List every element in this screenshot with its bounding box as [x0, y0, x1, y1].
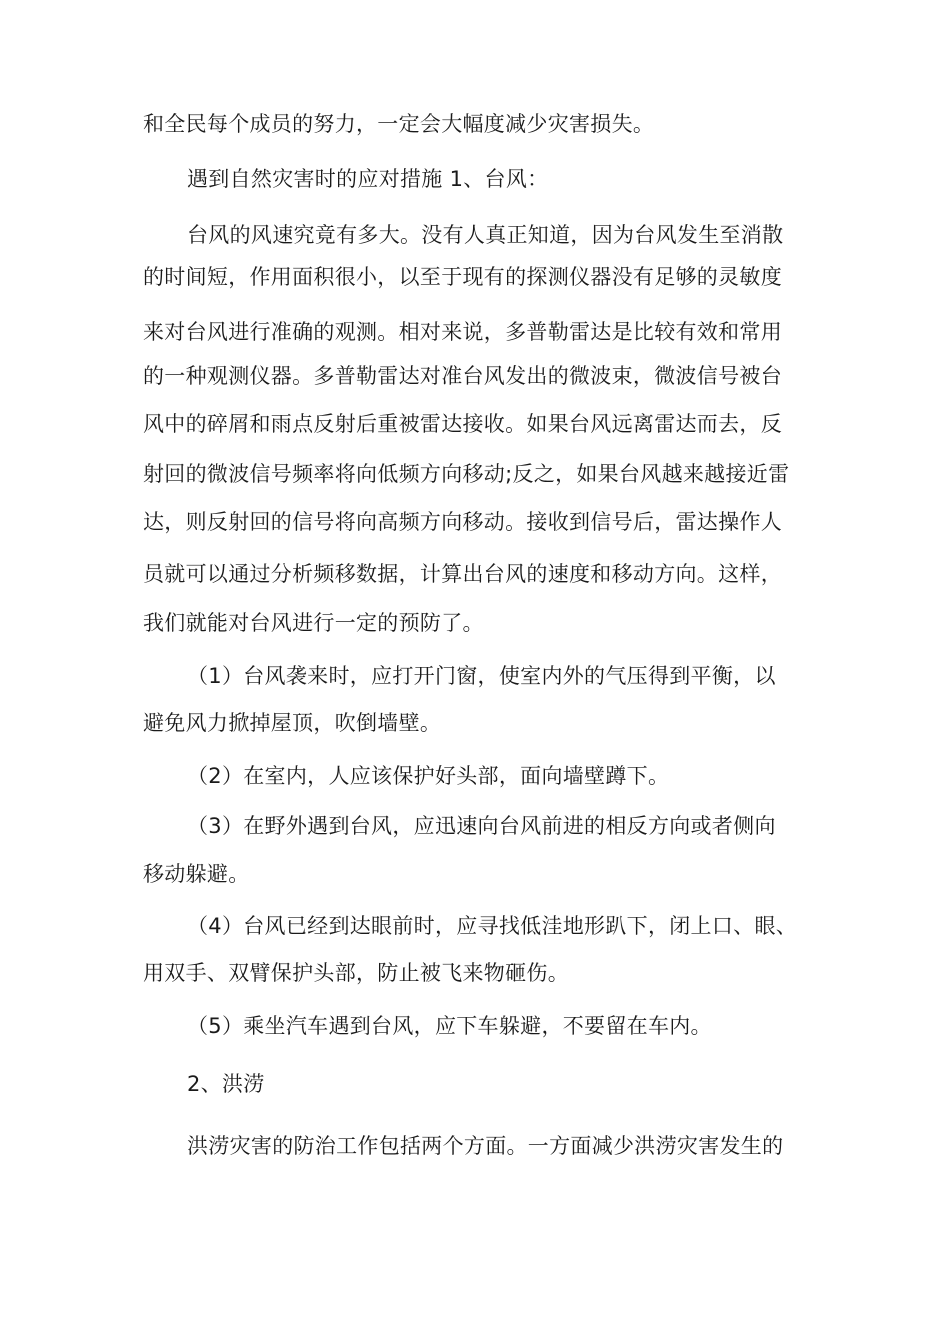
text-line: 台风的风速究竟有多大。没有人真正知道，因为台风发生至消散	[187, 223, 784, 247]
text-line: 我们就能对台风进行一定的预防了。	[143, 611, 484, 635]
text-line: 洪涝灾害的防治工作包括两个方面。一方面减少洪涝灾害发生的	[187, 1134, 784, 1158]
text-line: 来对台风进行准确的观测。相对来说，多普勒雷达是比较有效和常用	[143, 320, 782, 344]
text-line: 用双手、双臂保护头部，防止被飞来物砸伤。	[143, 961, 569, 985]
text-line: 风中的碎屑和雨点反射后重被雷达接收。如果台风远离雷达而去，反	[143, 412, 782, 436]
text-line: 的一种观测仪器。多普勒雷达对准台风发出的微波束，微波信号被台	[143, 364, 782, 388]
text-line: 和全民每个成员的努力，一定会大幅度减少灾害损失。	[143, 112, 655, 136]
text-line: 达，则反射回的信号将向高频方向移动。接收到信号后，雷达操作人	[143, 510, 782, 534]
list-item: （4）台风已经到达眼前时，应寻找低洼地形趴下，闭上口、眼、	[187, 914, 798, 938]
text-line: 射回的微波信号频率将向低频方向移动;反之，如果台风越来越接近雷	[143, 462, 790, 486]
text-line: 的时间短，作用面积很小，以至于现有的探测仪器没有足够的灵敏度	[143, 265, 782, 289]
list-item: （1）台风袭来时，应打开门窗，使室内外的气压得到平衡，以	[187, 664, 776, 688]
list-item: （3）在野外遇到台风，应迅速向台风前进的相反方向或者侧向	[187, 814, 776, 838]
section-heading: 2、洪涝	[187, 1072, 265, 1096]
list-item: （5）乘坐汽车遇到台风，应下车躲避，不要留在车内。	[187, 1014, 712, 1038]
text-line: 员就可以通过分析频移数据，计算出台风的速度和移动方向。这样，	[143, 562, 782, 586]
text-line: 避免风力掀掉屋顶，吹倒墙壁。	[143, 711, 442, 735]
section-heading: 遇到自然灾害时的应对措施 1、台风：	[187, 167, 549, 191]
list-item: （2）在室内，人应该保护好头部，面向墙壁蹲下。	[187, 764, 670, 788]
text-line: 移动躲避。	[143, 862, 250, 886]
